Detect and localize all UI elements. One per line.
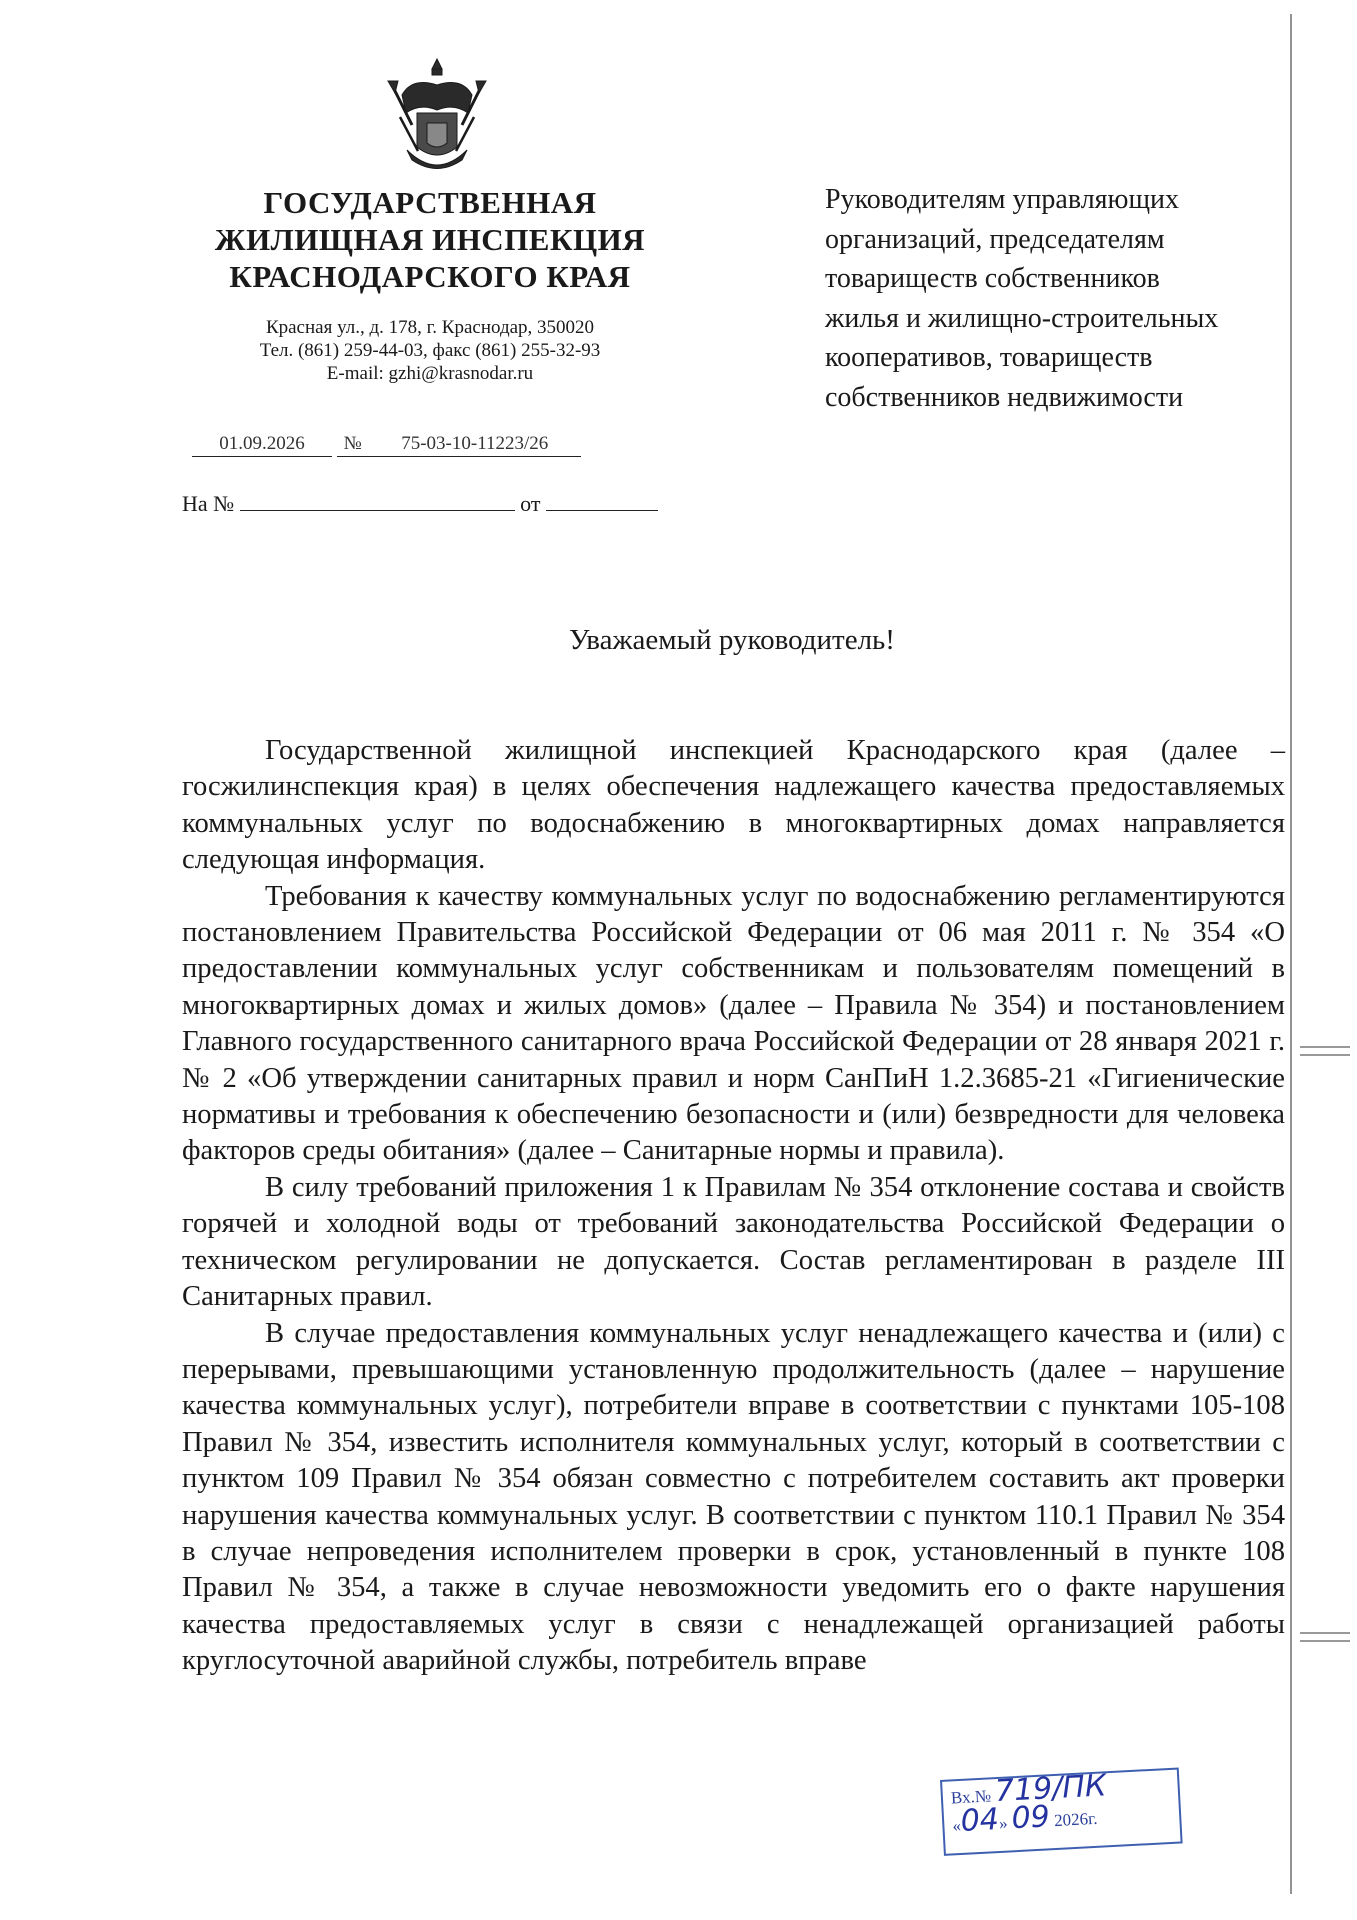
reference-date-label: от bbox=[520, 491, 541, 516]
addressee-line: кооперативов, товариществ bbox=[825, 342, 1153, 373]
addressee-line: жилья и жилищно-строительных bbox=[825, 302, 1219, 334]
registration-number-label: № bbox=[337, 432, 369, 457]
registration-number: 75-03-10-11223/26 bbox=[369, 432, 581, 457]
body-paragraph: В случае предоставления коммунальных услуг ненадлежащего качества и (или) с перерывами, превышающими установленную продолжительность (далее – нарушение качества коммунальных услуг), потребители вправе в соответствии с пунктами 105-108 Правил № 354, известить исполнителя коммунальных услуг, который в соответствии с пунктом 109 Правил № 354 обязан совместно с потребителем составить акт проверки нарушения качества коммунальных услуг. В соответствии с пунктом 110.1 Правил № 354 в случае непроведения исполнителем проверки в срок, установленный в пункте 108 Правил № 354, а также в случае невозможности уведомить его о факте нарушения качества предоставляемых услуг в связи с ненадлежащей организацией работы круглосуточной аварийной службы, потребитель вправе bbox=[182, 1317, 1285, 1677]
organization-phone: Тел. (861) 259-44-03, факс (861) 255-32-93 bbox=[259, 340, 601, 361]
stamp-year: 2026г. bbox=[1053, 1808, 1098, 1831]
margin-tick bbox=[1300, 1640, 1350, 1642]
margin-tick bbox=[1300, 1632, 1350, 1634]
registration-date: 01.09.2026 bbox=[192, 432, 332, 457]
reference-line bbox=[182, 488, 682, 518]
organization-address: Красная ул., д. 178, г. Краснодар, 350020 bbox=[265, 317, 595, 338]
incoming-stamp: Вх.№ 719/ПК «04» 09 2026г. bbox=[940, 1767, 1183, 1855]
addressee-block bbox=[825, 180, 1295, 417]
margin-line bbox=[1290, 14, 1292, 1894]
reference-date-blank bbox=[546, 488, 658, 511]
body-paragraph: В силу требований приложения 1 к Правилам № 354 отклонение состава и свойств горячей и холодной воды от требований законодательства Российской Федерации о техническом регулировании не допускается. Состав регламентирован в разделе III Санитарных правил. bbox=[182, 1171, 1285, 1313]
letter-body bbox=[182, 733, 1285, 1680]
addressee-line: Руководителям управляющих bbox=[825, 184, 1180, 215]
addressee-line: собственников недвижимости bbox=[825, 381, 1184, 413]
organization-contacts bbox=[180, 316, 680, 385]
organization-email: E-mail: gzhi@krasnodar.ru bbox=[326, 363, 534, 384]
margin-tick bbox=[1300, 1054, 1350, 1056]
addressee-line: организаций, председателям bbox=[825, 223, 1165, 255]
organization-name bbox=[180, 184, 680, 295]
addressee-line: товариществ собственников bbox=[825, 263, 1160, 294]
stamp-vx-label: Вх.№ bbox=[950, 1786, 992, 1808]
coat-of-arms-icon bbox=[382, 55, 492, 180]
organization-name-line: ЖИЛИЩНАЯ ИНСПЕКЦИЯ bbox=[214, 222, 646, 257]
organization-name-line: ГОСУДАРСТВЕННАЯ bbox=[263, 185, 597, 220]
stamp-month: 09 bbox=[1010, 1799, 1051, 1837]
body-paragraph: Государственной жилищной инспекцией Краснодарского края (далее – госжилинспекция края) в целях обеспечения надлежащего качества предоставляемых коммунальных услуг по водоснабжению в многоквартирных домах направляется следующая информация. bbox=[182, 735, 1285, 876]
registration-line bbox=[192, 432, 592, 456]
reference-number-label: На № bbox=[182, 491, 235, 516]
reference-number-blank bbox=[240, 488, 515, 511]
margin-tick bbox=[1300, 1046, 1350, 1048]
body-paragraph: Требования к качеству коммунальных услуг по водоснабжению регламентируются постановлением Правительства Российской Федерации от 06 мая 2011 г. № 354 «О предоставлении коммунальных услуг собственникам и пользователям помещений в многоквартирных домах и жилых домов» (далее – Правила № 354) и постановлением Главного государственного санитарного врача Российской Федерации от 28 января 2021 г. № 2 «Об утверждении санитарных правил и норм СанПиН 1.2.3685-21 «Гигиенические нормативы и требования к обеспечению безопасности и (или) безвредности для человека факторов среды обитания» (далее – Санитарные нормы и правила). bbox=[182, 880, 1285, 1167]
greeting: Уважаемый руководитель! bbox=[569, 624, 895, 656]
stamp-vx-number: 719/ПК bbox=[994, 1768, 1108, 1810]
stamp-day: 04 bbox=[959, 1801, 1000, 1839]
organization-name-line: КРАСНОДАРСКОГО КРАЯ bbox=[229, 259, 631, 294]
